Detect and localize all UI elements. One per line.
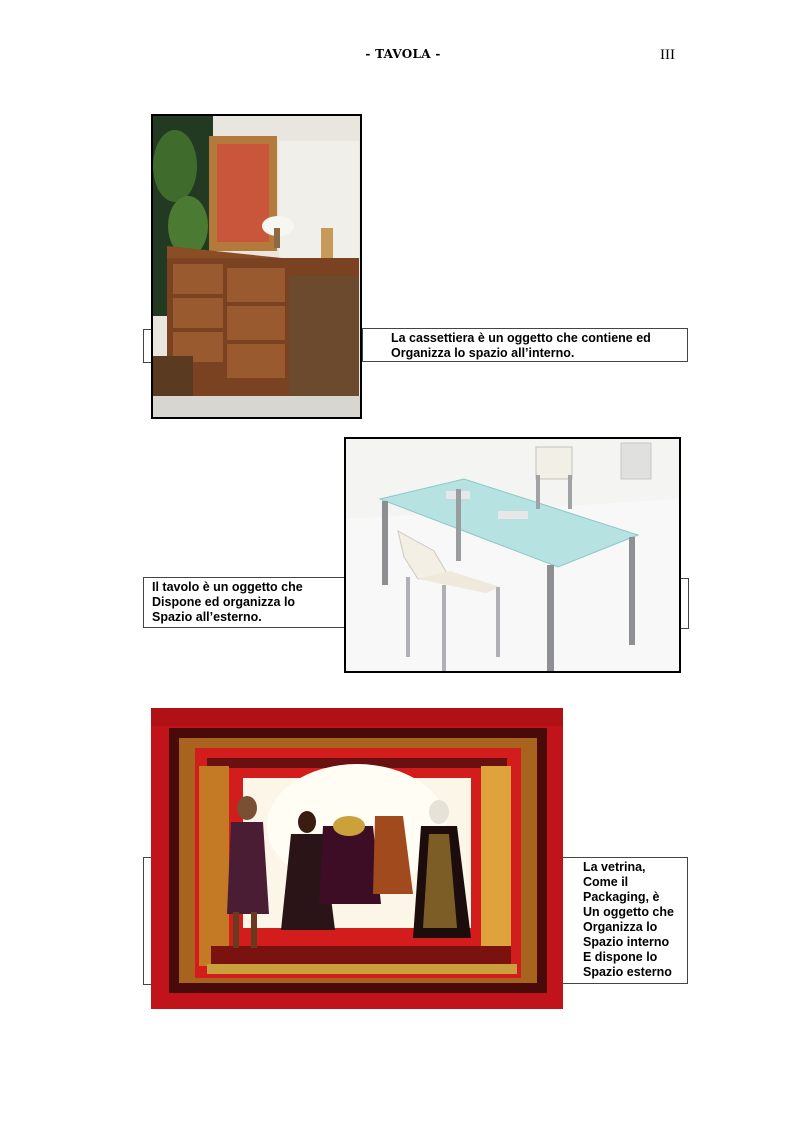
dresser-photo: [151, 114, 362, 419]
table-caption: [143, 577, 348, 628]
caption-line: Packaging, è: [583, 890, 660, 904]
caption-line: La cassettiera è un oggetto che contiene ed: [391, 331, 651, 345]
page-number: III: [660, 47, 675, 63]
caption-line: Spazio esterno: [583, 965, 672, 979]
display-case-photo: [151, 708, 563, 1009]
dresser-caption: [362, 328, 688, 362]
caption-line: Un oggetto che: [583, 905, 674, 919]
caption-line: Organizza lo: [583, 920, 658, 934]
table-photo: [344, 437, 681, 673]
caption-line: La vetrina,: [583, 860, 646, 874]
caption-line: Dispone ed organizza lo: [152, 595, 296, 609]
caption-line: E dispone lo: [583, 950, 658, 964]
vitrine-caption: [562, 857, 688, 984]
page-title: - TAVOLA -: [365, 47, 441, 61]
caption-line: Organizza lo spazio all’interno.: [391, 346, 575, 360]
caption-line: Come il: [583, 875, 629, 889]
caption-line: Spazio all’esterno.: [152, 610, 262, 624]
caption-line: Spazio interno: [583, 935, 670, 949]
caption-line: Il tavolo è un oggetto che: [152, 580, 303, 594]
